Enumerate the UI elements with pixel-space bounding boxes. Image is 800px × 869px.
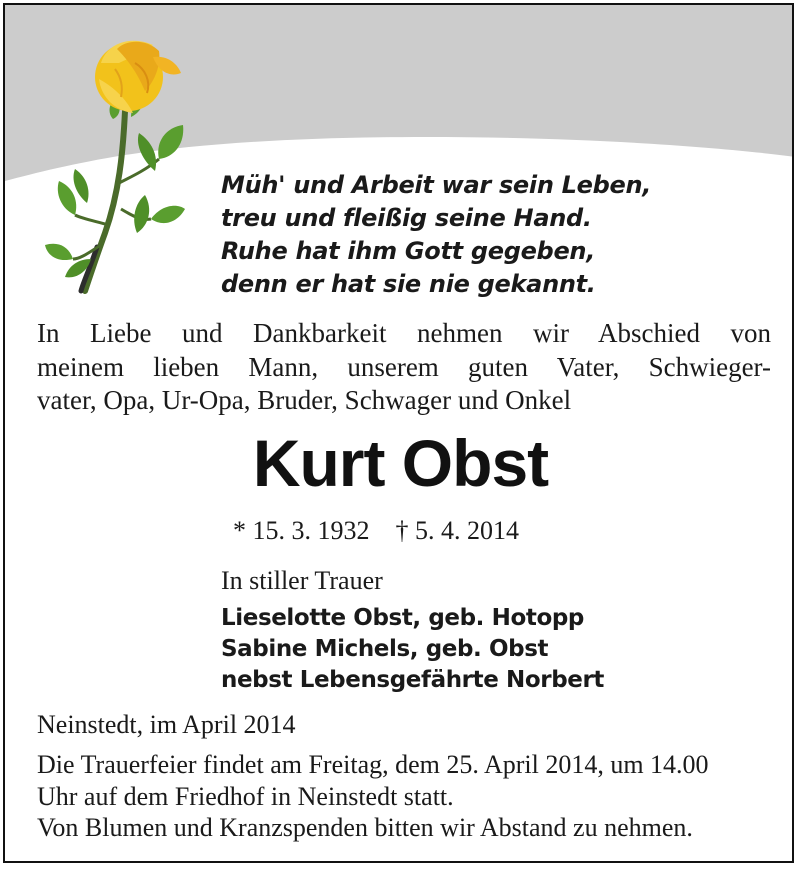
notice-line: Von Blumen und Kranzspenden bitten wir Abstand zu nehmen. [37, 813, 693, 842]
mourner-name: nebst Lebensgefährte Norbert [221, 667, 605, 693]
farewell-text [37, 317, 771, 418]
mourner-name: Sabine Michels, geb. Obst [221, 636, 549, 662]
farewell-line: vater, Opa, Ur-Opa, Bruder, Schwager und Onkel [37, 385, 572, 415]
mourner-name: Lieselotte Obst, geb. Hotopp [221, 605, 584, 631]
poem-line: Müh' und Arbeit war sein Leben, [221, 171, 652, 199]
birth-date: * 15. 3. 1932 [233, 516, 370, 545]
mourners-list [221, 603, 604, 696]
mourning-heading: In stiller Trauer [221, 566, 383, 595]
life-dates [233, 515, 519, 547]
death-date: † 5. 4. 2014 [395, 516, 519, 545]
funeral-notice [37, 749, 773, 844]
farewell-line: In Liebe und Dankbarkeit nehmen wir Abschied von [37, 318, 771, 348]
poem-line: Ruhe hat ihm Gott gegeben, [221, 237, 596, 265]
poem-line: treu und fleißig seine Hand. [221, 204, 592, 232]
yellow-rose-icon [35, 33, 195, 295]
deceased-name: Kurt Obst [252, 426, 549, 500]
notice-line: Die Trauerfeier findet am Freitag, dem 25. April 2014, um 14.00 [37, 750, 709, 779]
notice-line: Uhr auf dem Friedhof in Neinstedt statt. [37, 781, 454, 811]
place-and-date: Neinstedt, im April 2014 [37, 710, 296, 739]
poem-verse [221, 169, 651, 301]
obituary-frame [3, 3, 794, 863]
farewell-line: meinem lieben Mann, unserem guten Vater, Schwieger- [37, 351, 771, 382]
poem-line: denn er hat sie nie gekannt. [221, 270, 596, 298]
